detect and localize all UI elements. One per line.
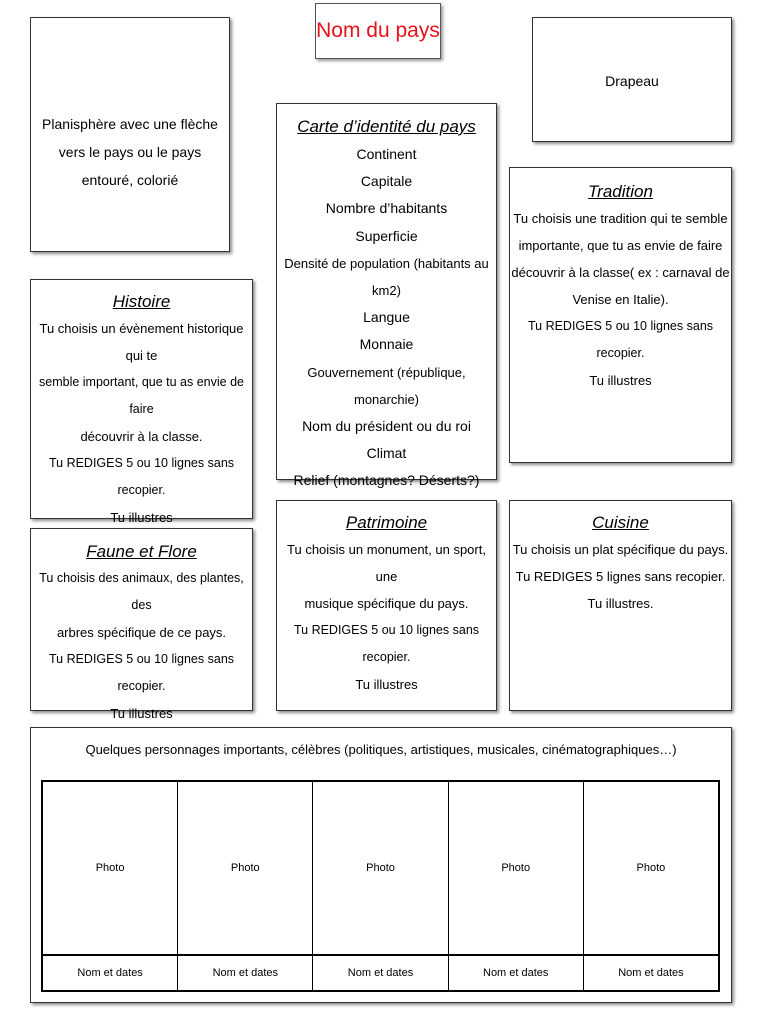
text-line: Tu choisis un plat spécifique du pays. — [512, 542, 729, 557]
list-item: Nombre d’habitants — [325, 200, 448, 217]
flag-box-text: Drapeau — [605, 73, 659, 89]
list-item: Climat — [366, 445, 407, 462]
name-dates-cell: Nom et dates — [212, 967, 279, 979]
text-line: Tu illustres — [110, 510, 173, 525]
patrimoine-box — [276, 500, 497, 711]
map-box — [30, 17, 230, 252]
text-line: Tu REDIGES 5 ou 10 lignes sans recopier. — [48, 456, 235, 497]
identity-card — [276, 103, 497, 489]
text-line: découvrir à la classe( ex : carnaval de — [511, 265, 730, 280]
name-dates-cell: Nom et dates — [618, 967, 684, 979]
text-line: Tu REDIGES 5 ou 10 lignes sans recopier. — [48, 652, 235, 693]
personnage-column — [178, 782, 313, 990]
faune-flore-text — [31, 565, 252, 727]
list-item: Monnaie — [359, 336, 414, 353]
list-item: Relief (montagnes? Déserts?) — [293, 472, 480, 489]
text-line: Tu illustres — [589, 373, 652, 388]
photo-cell: Photo — [449, 782, 583, 956]
histoire-text — [31, 315, 252, 531]
list-item: Continent — [356, 146, 417, 162]
text-line: Tu REDIGES 5 lignes sans recopier. — [515, 569, 726, 584]
text-line: Tu REDIGES 5 ou 10 lignes sans recopier. — [293, 623, 480, 664]
text-line: Tu choisis un monument, un sport, une — [287, 542, 486, 584]
cuisine-heading: Cuisine — [592, 513, 649, 532]
text-line: arbres spécifique de ce pays. — [56, 625, 227, 640]
map-box-text: Planisphère avec une flèche vers le pays ou le pays entouré, colorié — [42, 116, 218, 188]
text-line: Tu choisis un évènement historique qui te — [39, 321, 244, 363]
tradition-heading: Tradition — [588, 182, 653, 201]
name-dates-cell: Nom et dates — [483, 967, 549, 979]
list-item: Capitale — [360, 173, 413, 190]
faune-flore-heading: Faune et Flore — [86, 542, 197, 561]
text-line: Tu choisis une tradition qui te semble — [513, 211, 728, 226]
personnage-column — [313, 782, 448, 990]
personnages-heading: Quelques personnages importants, célèbres (politiques, artistiques, musicales, cinématographiques…) — [85, 742, 677, 757]
list-item: Nom du président ou du roi — [302, 418, 471, 435]
identity-heading: Carte d’identité du pays — [297, 117, 476, 136]
tradition-text — [510, 205, 731, 394]
patrimoine-text — [277, 536, 496, 698]
name-dates-cell: Nom et dates — [77, 967, 143, 979]
text-line: Tu REDIGES 5 ou 10 lignes sans recopier. — [527, 319, 714, 360]
tradition-box — [509, 167, 732, 463]
text-line: importante, que tu as envie de faire — [518, 238, 723, 253]
flag-box — [532, 17, 732, 142]
text-line: découvrir à la classe. — [80, 429, 203, 444]
personnage-column — [584, 782, 718, 990]
list-item: Superficie — [355, 227, 418, 244]
text-line: Tu illustres — [355, 677, 418, 692]
text-line: Tu choisis des animaux, des plantes, des — [39, 571, 244, 612]
text-line: Tu illustres. — [587, 596, 654, 611]
text-line: semble important, que tu as envie de faire — [39, 375, 244, 416]
photo-cell: Photo — [43, 782, 177, 956]
histoire-box — [30, 279, 253, 525]
photo-cell: Photo — [178, 782, 312, 956]
photo-cell: Photo — [584, 782, 718, 956]
histoire-heading: Histoire — [112, 292, 171, 311]
personnage-column — [449, 782, 584, 990]
patrimoine-heading: Patrimoine — [345, 513, 428, 532]
page-title: Nom du pays — [315, 3, 441, 59]
photo-cell: Photo — [313, 782, 447, 956]
text-line: Tu illustres — [110, 706, 173, 721]
list-item: Langue — [363, 309, 410, 326]
cuisine-text — [510, 536, 731, 617]
faune-flore-box — [30, 528, 253, 721]
personnage-column — [43, 782, 178, 990]
list-item: Densité de population (habitants au km2) — [284, 255, 489, 299]
name-dates-cell: Nom et dates — [347, 967, 414, 979]
list-item: Gouvernement (république, monarchie) — [307, 364, 466, 407]
identity-list — [277, 141, 496, 522]
personnages-table — [41, 780, 720, 992]
text-line: Venise en Italie). — [572, 292, 669, 307]
text-line: musique spécifique du pays. — [304, 596, 469, 611]
cuisine-box — [509, 500, 732, 711]
